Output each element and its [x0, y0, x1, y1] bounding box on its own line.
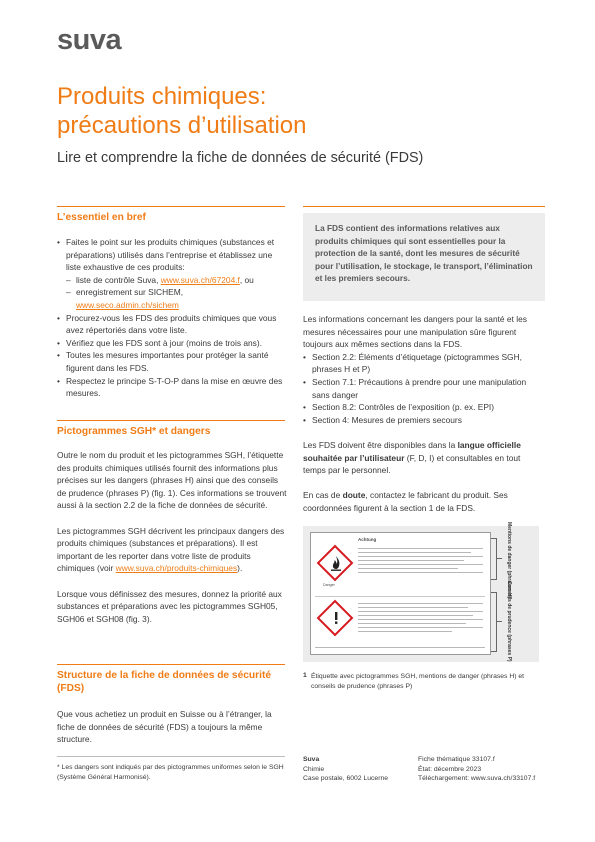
- footer-line: Case postale, 6002 Lucerne: [303, 775, 389, 782]
- list-item: • Vérifiez que les FDS sont à jour (moins de trois ans).: [57, 337, 289, 350]
- divider: [315, 647, 485, 648]
- paragraph-text: Les pictogrammes SGH décrivent les principaux dangers des produits chimiques (substances et préparations). Il est important de les reporter dans votre liste de produits chimiques (voir: [57, 525, 285, 574]
- product-label: [310, 532, 491, 655]
- footer-org: Suva: [303, 756, 320, 763]
- divider: [57, 206, 285, 207]
- bracket-connector: [496, 621, 502, 622]
- list-item-text: liste de contrôle Suva,: [76, 274, 161, 285]
- figure-label-image: [303, 522, 539, 662]
- precautionary-statements-block: [358, 601, 483, 645]
- page-title: [57, 82, 497, 140]
- paragraph-text: ).: [237, 563, 243, 574]
- divider: [315, 596, 485, 597]
- link-produits-chimiques[interactable]: www.suva.ch/produits-chimiques: [115, 563, 238, 574]
- list-item-text: enregistrement sur SICHEM,: [76, 287, 184, 298]
- figure-caption: Étiquette avec pictogrammes SGH, mentions de danger (phrases H) et conseils de prudence (phrases P): [311, 673, 525, 690]
- divider: [57, 420, 285, 421]
- side-label-h: Mentions de danger (phrases H): [506, 522, 512, 599]
- paragraph: Lorsque vous définissez des mesures, donnez la priorité aux substances et préparations avec les pictogrammes SGH05, SGH06 et SGH08 (fig. 3).: [57, 588, 282, 624]
- footnote: * Les dangers sont indiqués par des pictogrammes uniformes selon le SGH (Système Général Harmonisé).: [57, 764, 284, 781]
- paragraph: [303, 489, 543, 514]
- title-line-1: Produits chimiques:: [57, 83, 267, 110]
- paragraph-text: (F, D, I) et consultables en tout temps par le personnel.: [303, 452, 521, 476]
- paragraph: [57, 525, 289, 575]
- section-heading-essentiel: L’essentiel en bref: [57, 212, 146, 223]
- flame-icon: [325, 552, 347, 574]
- section-heading-pictogrammes: Pictogrammes SGH* et dangers: [57, 426, 211, 437]
- highlight-box: [303, 213, 545, 301]
- list-item: • Toutes les mesures importantes pour protéger la santé figurent dans les FDS.: [57, 349, 289, 374]
- bracket-connector: [496, 558, 502, 559]
- list-item: [66, 274, 289, 287]
- side-label-p: Conseils de prudence (phrases P): [506, 581, 512, 662]
- paragraph-bold: doute: [342, 490, 366, 501]
- bracket-p: [491, 592, 497, 652]
- list-item-text: Faites le point sur les produits chimiques (substances et préparations) utilisés dans l’entreprise et établissez une liste exhaustive de ces produits:: [66, 237, 275, 273]
- list-item: • Section 4: Mesures de premiers secours: [303, 414, 543, 427]
- title-line-2: précautions d’utilisation: [57, 112, 307, 139]
- footer-address: [303, 755, 413, 784]
- footer-download[interactable]: Téléchargement: www.suva.ch/33107.f: [418, 775, 536, 782]
- list-item: • Procurez-vous les FDS des produits chimiques que vous avez répertoriés dans votre liste.: [57, 312, 289, 337]
- paragraph: Outre le nom du produit et les pictogrammes SGH, l’étiquette des produits chimiques utilisés fournit des informations plus précises sur les dangers (phrases H) ainsi que des conseils de prudence (phrases P) (fig. 1). Ces informations se trouvent aussi à la section 2.2 de la fiche de données de sécurité.: [57, 450, 287, 511]
- figure-number: 1: [303, 672, 307, 679]
- footer-line: État: décembre 2023: [418, 765, 482, 773]
- paragraph: Que vous achetiez un produit en Suisse ou à l’étranger, la fiche de données de sécurité (FDS) a toujours la même structure.: [57, 709, 272, 745]
- divider: [57, 664, 285, 665]
- list-item: [66, 286, 289, 311]
- exclamation-icon: [325, 607, 347, 629]
- list-item: • Section 2.2: Éléments d’étiquetage (pictogrammes SGH, phrases H et P): [303, 351, 543, 376]
- link-liste-controle[interactable]: www.suva.ch/67204.f: [160, 274, 240, 285]
- essentiel-list: [57, 236, 289, 400]
- list-item: • Section 7.1: Précautions à prendre pour une manipulation sans danger: [303, 376, 543, 401]
- list-item-text: , ou: [239, 274, 254, 285]
- paragraph-text: En cas de: [303, 490, 343, 501]
- list-item: [57, 236, 289, 312]
- list-item: • Respectez le principe S-T-O-P dans la mise en œuvre des mesures.: [57, 375, 289, 400]
- footer-line: Fiche thématique 33107.f: [418, 756, 495, 763]
- divider: [303, 206, 545, 207]
- paragraph-bold: langue officielle souhaitée par l’utilisateur: [303, 439, 521, 463]
- paragraph: [303, 439, 543, 477]
- paragraph-text: Les FDS doivent être disponibles dans la: [303, 439, 458, 450]
- highlight-box-text: La FDS contient des informations relatives aux produits chimiques qui sont essentielles pour la protection de la santé, dont les mesures de sécurité pour l’utilisation, le stockage, le transport, l’élimination et les premiers secours.: [315, 223, 533, 284]
- hazard-statements-block: [358, 546, 483, 586]
- label-title: Achtung: [358, 537, 377, 542]
- list-item: • Section 8.2: Contrôles de l’exposition (p. ex. EPI): [303, 401, 543, 414]
- footer-info: [418, 755, 558, 784]
- right-text: [303, 313, 543, 515]
- paragraph-text: , contactez le fabricant du produit. Ses coordonnées figurent à la section 1 de la FDS.: [303, 490, 508, 513]
- suva-logo: suva: [57, 24, 122, 56]
- paragraph: Les informations concernant les dangers pour la santé et les mesures nécessaires pour une manipulation sûre figurent toujours aux mêmes sections dans la FDS.: [303, 314, 527, 350]
- page-subtitle: Lire et comprendre la fiche de données de sécurité (FDS): [57, 150, 424, 166]
- section-heading-structure: Structure de la fiche de données de sécurité (FDS): [57, 670, 272, 694]
- sections-list: [303, 351, 543, 427]
- pictos-text: [57, 449, 289, 625]
- link-sichem[interactable]: www.seco.admin.ch/sichem: [76, 299, 179, 310]
- label-danger-word: Danger: [323, 583, 335, 587]
- footer-line: Chimie: [303, 765, 325, 773]
- divider: [57, 756, 285, 757]
- bracket-h: [491, 538, 497, 580]
